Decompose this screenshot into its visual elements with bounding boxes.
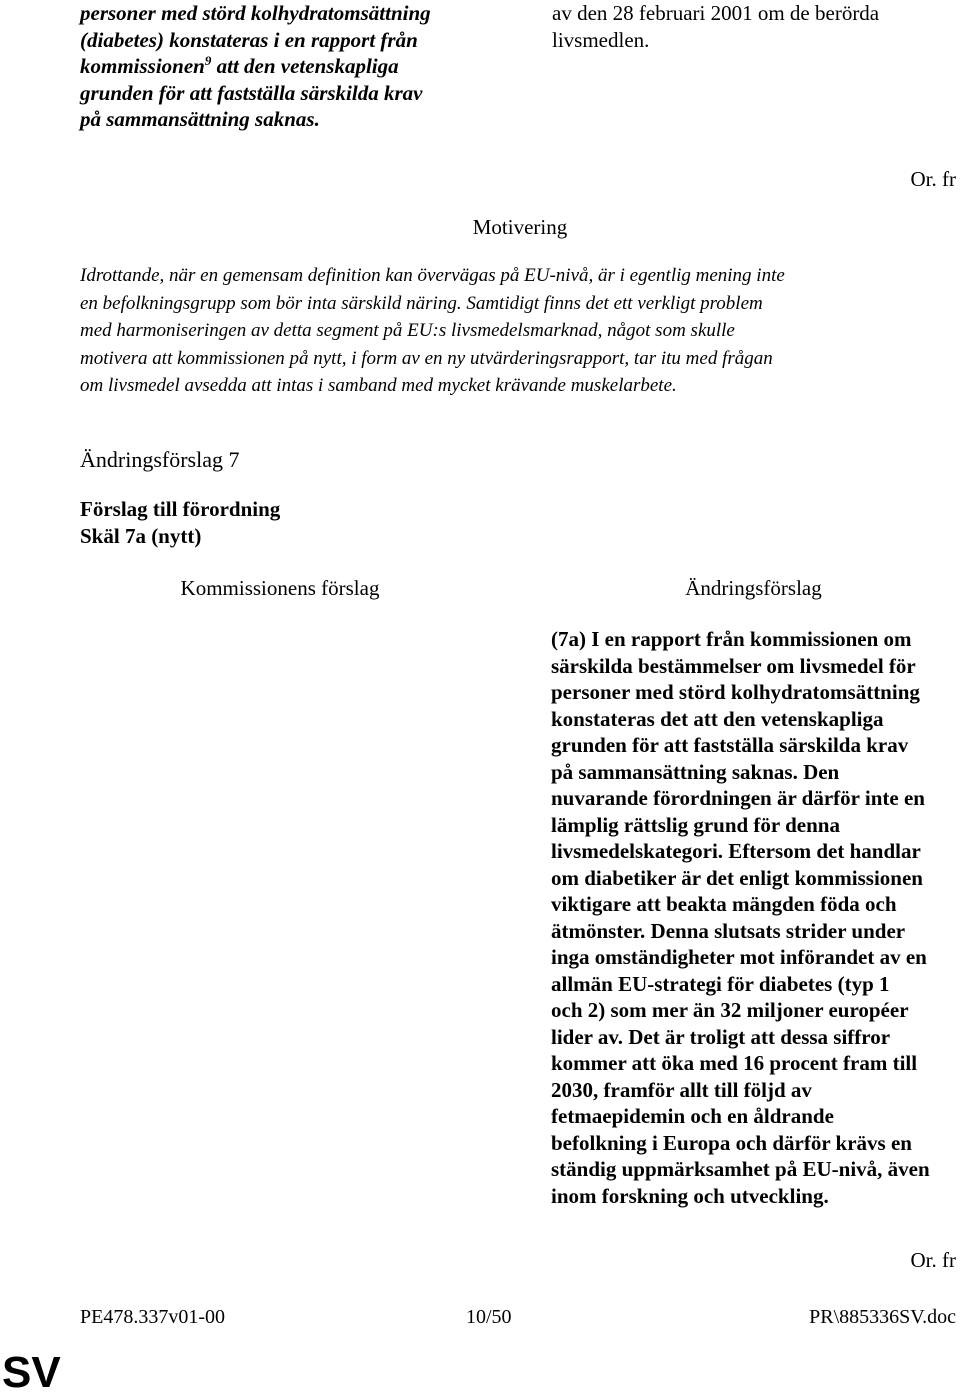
original-language-label: Or. fr (910, 1248, 956, 1272)
amendment-line: (7a) I en rapport från kommissionen om (551, 627, 912, 651)
footer-doc-ref: PE478.337v01-00 (80, 1306, 225, 1328)
top-left-line: kommissionen$^9$ att den vetenskapliga (80, 53, 399, 78)
motivering-line: motivera att kommissionen på nytt, i form av en ny utvärderingsrapport, tar itu med frågan (80, 347, 773, 369)
amendment-line: på sammansättning saknas. Den (551, 759, 840, 784)
top-left-line: på sammansättning saknas. (80, 107, 320, 131)
proposal-title: Förslag till förordning (80, 497, 281, 521)
motivering-line: Idrottande, när en gemensam definition kan övervägas på EU-nivå, är i egentlig mening inte (80, 265, 785, 286)
language-code: SV (2, 1348, 61, 1397)
motivering-line: med harmoniseringen av detta segment på EU:s livsmedelsmarknad, något som skulle (80, 320, 735, 341)
top-right-line: livsmedlen. (552, 27, 650, 52)
top-left-line: (diabetes) konstateras i en rapport från (80, 27, 418, 52)
top-left-continuation (80, 0, 480, 133)
amendment-line: befolkning i Europa och därför krävs en (551, 1130, 912, 1155)
amendment-line: inom forskning och utveckling. (551, 1183, 829, 1208)
motivering-text (80, 262, 960, 400)
amendment-line: lämplig rättslig grund för denna (551, 812, 840, 837)
column-header-amendment: Ändringsförslag (685, 576, 822, 600)
motivering-heading: Motivering (472, 215, 568, 239)
amendment-line: konstateras det att den vetenskapliga (551, 706, 884, 731)
amendment-line: ständig uppmärksamhet på EU-nivå, även (551, 1157, 930, 1181)
recital-title: Skäl 7a (nytt) (80, 523, 202, 548)
amendment-line: och 2) som mer än 32 miljoner européer (551, 998, 909, 1022)
column-header-commission: Kommissionens förslag (180, 576, 380, 600)
amendment-line: ätmönster. Denna slutsats strider under (551, 918, 906, 943)
motivering-line: om livsmedel avsedda att intas i samband med mycket krävande muskelarbete. (80, 375, 677, 396)
footnote-ref[interactable]: 9 (204, 53, 212, 68)
amendment-line: nuvarande förordningen är därför inte en (551, 786, 925, 810)
amendment-title: Ändringsförslag 7 (80, 447, 240, 472)
amendment-line: lider av. Det är troligt att dessa siffror (551, 1024, 891, 1049)
amendment-line: livsmedelskategori. Eftersom det handlar (551, 839, 921, 863)
amendment-line: särskilda bestämmelser om livsmedel för (551, 653, 916, 678)
top-right-line: av den 28 februari 2001 om de berörda (552, 1, 880, 25)
top-right-continuation (552, 0, 957, 53)
amendment-text (551, 626, 956, 1209)
amendment-line: viktigare att beakta mängden föda och (551, 892, 897, 916)
amendment-line: 2030, framför allt till följd av (551, 1077, 812, 1102)
amendment-line: inga omständigheter mot införandet av en (551, 945, 927, 969)
amendment-heading (80, 496, 280, 549)
amendment-line: fetmaepidemin och en åldrande (551, 1104, 834, 1128)
amendment-line: om diabetiker är det enligt kommissionen (551, 865, 923, 890)
amendment-line: personer med störd kolhydratomsättning (551, 680, 920, 704)
top-left-line: grunden för att fastställa särskilda krav (80, 80, 423, 105)
footer-page-number: 10/50 (466, 1306, 512, 1328)
original-language-label: Or. fr (910, 167, 956, 191)
amendment-line: grunden för att fastställa särskilda krav (551, 733, 909, 757)
amendment-line: kommer att öka med 16 procent fram till (551, 1051, 918, 1075)
footer-file-name: PR\885336SV.doc (809, 1306, 956, 1328)
amendment-line: allmän EU-strategi för diabetes (typ 1 (551, 971, 890, 996)
top-left-line: personer med störd kolhydratomsättning (80, 1, 431, 25)
motivering-line: en befolkningsgrupp som bör inta särskild näring. Samtidigt finns det ett verkligt problem (80, 292, 763, 314)
